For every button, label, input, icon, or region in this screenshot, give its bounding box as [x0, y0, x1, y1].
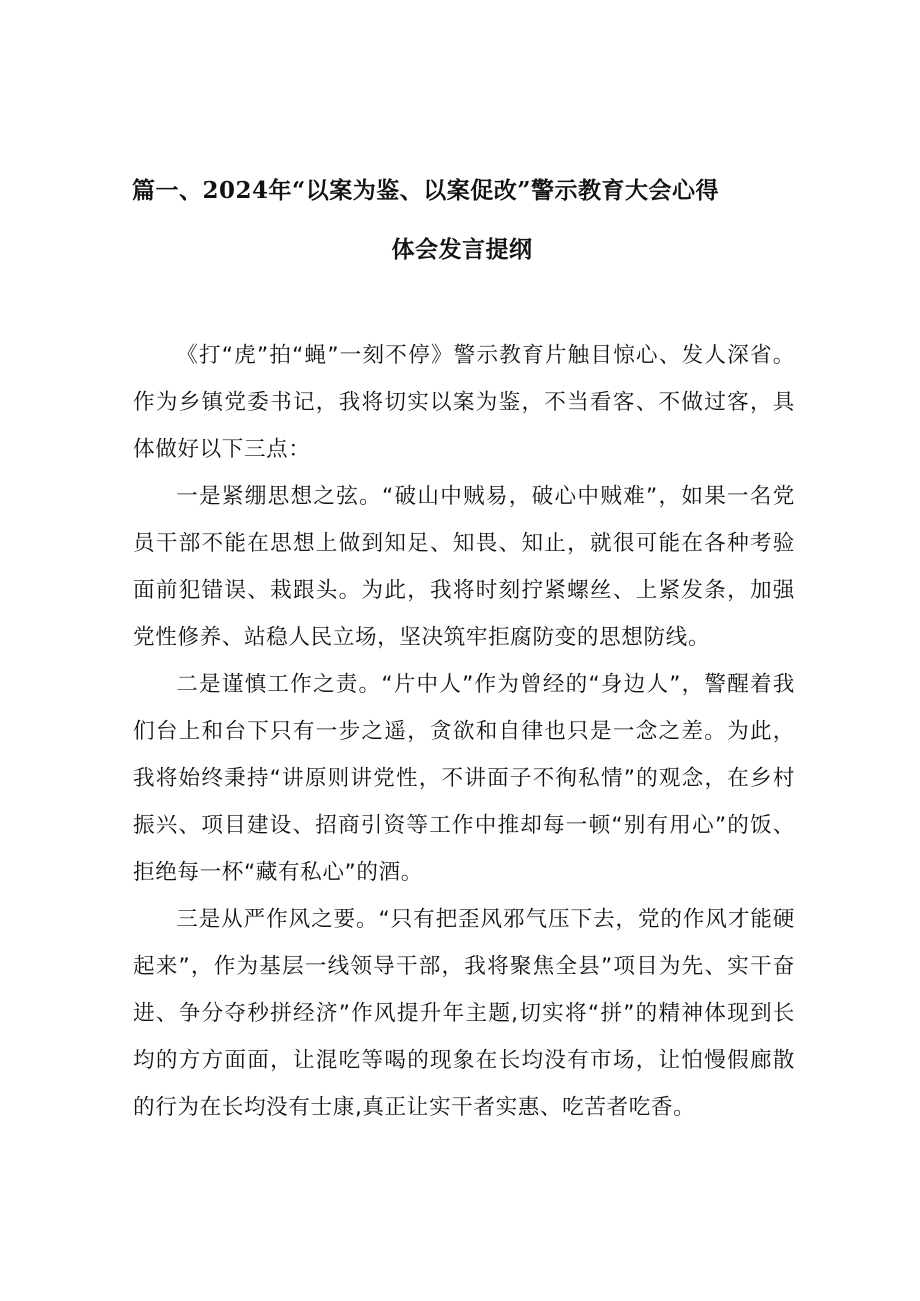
paragraph-point-2: 二是谨慎工作之责。“片中人”作为曾经的“身边人”，警醒着我们台上和台下只有一步之遥，贪欲和自律也只是一念之差。为此，我将始终秉持“讲原则讲党性，不讲面子不徇私情”的观念，在乡村振兴、项目建设、招商引资等工作中推却每一顿“别有用心”的饭、拒绝每一杯“藏有私心”的酒。	[133, 672, 795, 885]
paragraph-point-1: 一是紧绷思想之弦。“破山中贼易，破心中贼难”，如果一名党员干部不能在思想上做到知足、知畏、知止，就很可能在各种考验面前犯错误、栽跟头。为此，我将时刻拧紧螺丝、上紧发条，加强党性修养、站稳人民立场，坚决筑牢拒腐防变的思想防线。	[133, 484, 795, 650]
document-title-line-2: 体会发言提纲	[391, 236, 533, 263]
paragraph-intro: 《打“虎”拍“蝇”一刻不停》警示教育片触目惊心、发人深省。作为乡镇党委书记，我将切实以案为鉴，不当看客、不做过客，具体做好以下三点：	[133, 343, 795, 462]
document-title-line-1: 篇一、2024年“以案为鉴、以案促改”警示教育大会心得	[132, 177, 719, 204]
document-body	[133, 332, 795, 1131]
paragraph-point-3: 三是从严作风之要。“只有把歪风邪气压下去，党的作风才能硬起来”，作为基层一线领导干部，我将聚焦全县”项目为先、实干奋进、争分夺秒拼经济”作风提升年主题,切实将“拼”的精神体现到长均的方方面面，让混吃等喝的现象在长均没有市场，让怕慢假廊散的行为在长均没有士康,真正让实干者实惠、吃苦者吃香。	[133, 907, 795, 1120]
